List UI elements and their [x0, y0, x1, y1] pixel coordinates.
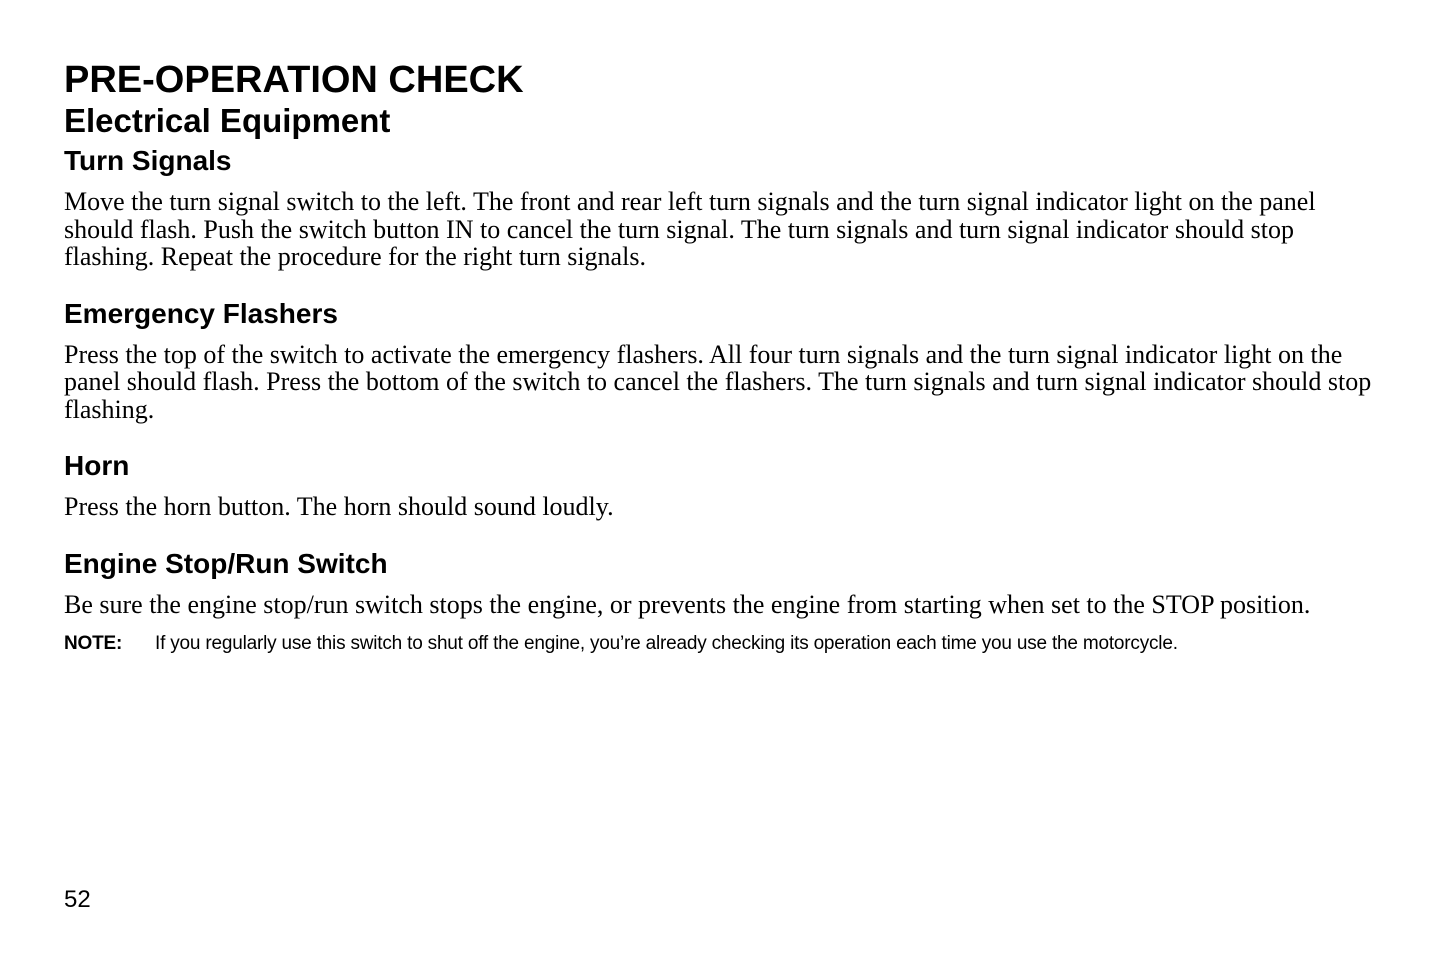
- section-title: Electrical Equipment: [64, 102, 391, 139]
- heading-horn: Horn: [64, 450, 130, 481]
- page-title: PRE-OPERATION CHECK: [64, 59, 524, 101]
- page-content: [64, 58, 1384, 656]
- heading-turn-signals: Turn Signals: [64, 145, 232, 176]
- paragraph-horn: Press the horn button. The horn should sound loudly.: [64, 492, 614, 521]
- page-number: 52: [64, 886, 91, 913]
- heading-emergency-flashers: Emergency Flashers: [64, 297, 338, 329]
- note: [64, 632, 1384, 656]
- note-label: NOTE:: [64, 633, 123, 654]
- paragraph-turn-signals: Move the turn signal switch to the left. The front and rear left turn signals and the turn signal indicator light on the panel should flash. Push the switch button IN to cancel the turn signal. The turn signals and turn signal indicator should stop flashing. Repeat the procedure for the right turn signals.: [64, 187, 1316, 271]
- note-text: If you regularly use this switch to shut off the engine, you’re already checking its operation each time you use the motorcycle.: [155, 633, 1178, 654]
- heading-engine-stop-run-switch: Engine Stop/Run Switch: [64, 547, 388, 579]
- paragraph-engine-stop-run-switch: Be sure the engine stop/run switch stops the engine, or prevents the engine from starting when set to the STOP position.: [64, 589, 1311, 619]
- paragraph-emergency-flashers: Press the top of the switch to activate the emergency flashers. All four turn signals and the turn signal indicator light on the panel should flash. Press the bottom of the switch to cancel the flashers. The turn signals and turn signal indicator should stop flashing.: [64, 339, 1372, 424]
